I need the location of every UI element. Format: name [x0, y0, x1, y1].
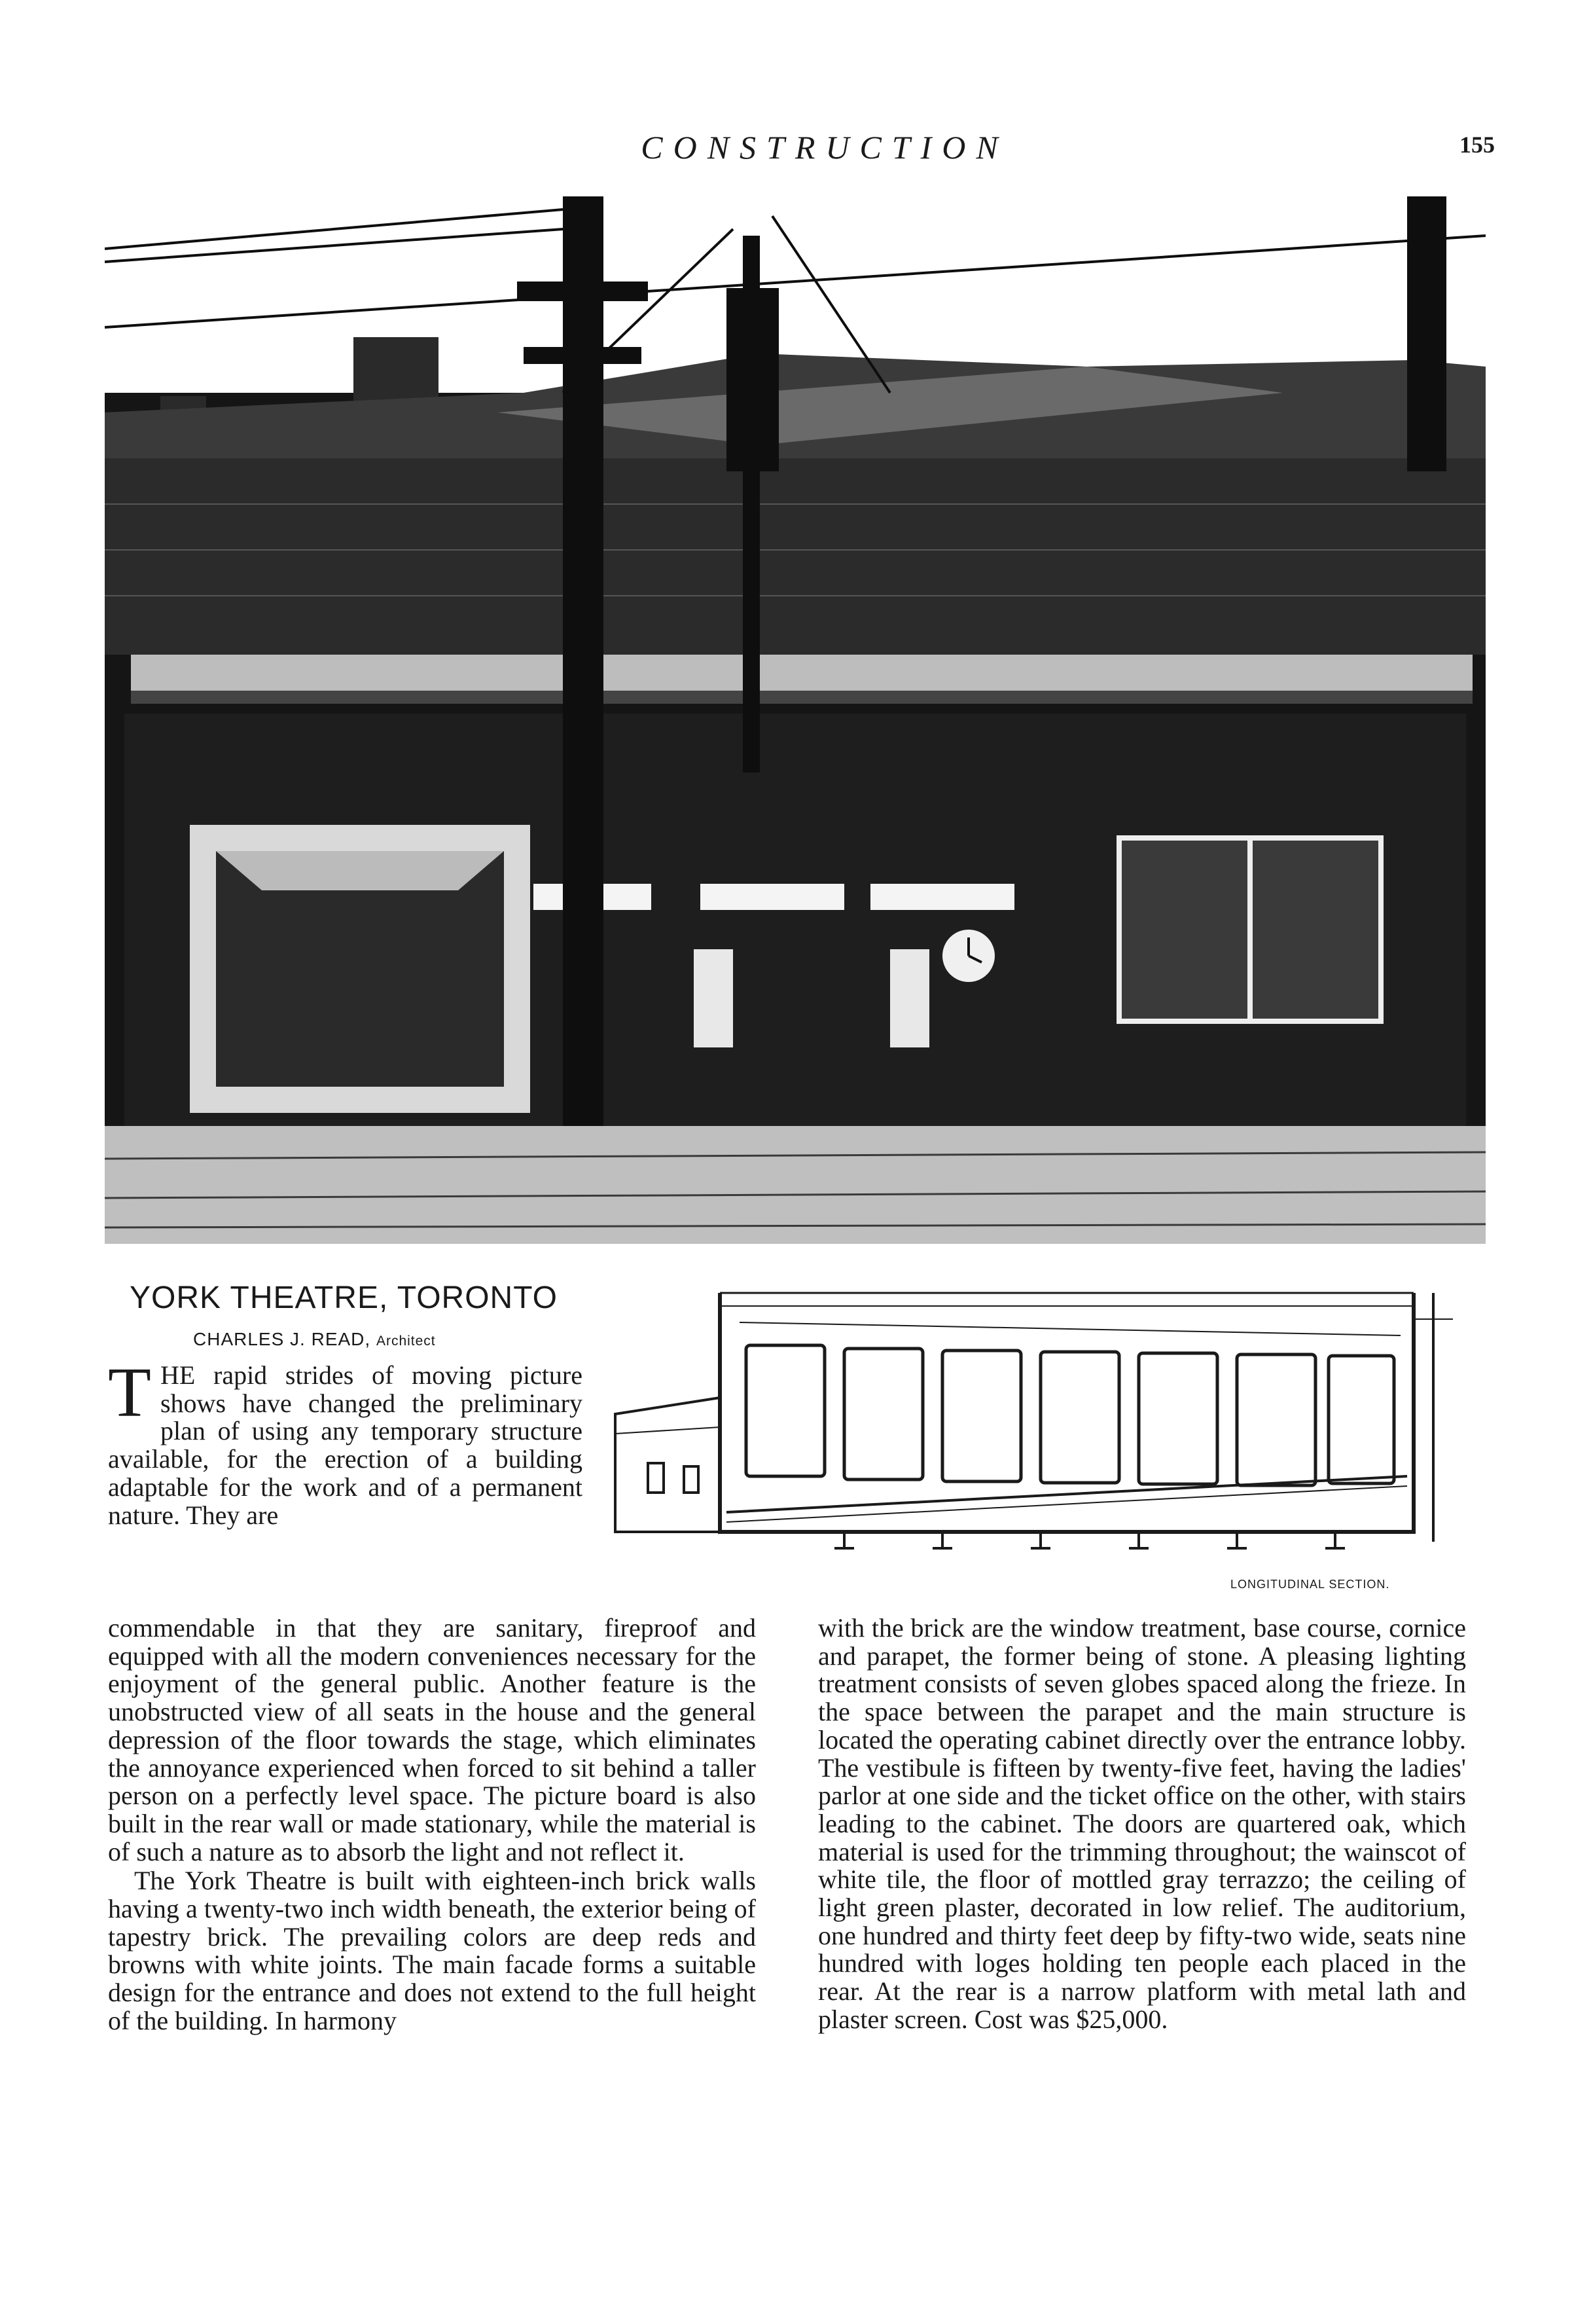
architect-role: Architect: [376, 1334, 436, 1349]
second-paragraph: The York Theatre is built with eighteen-inch brick walls having a twenty-two inch width beneath, the exterior being of tapestry brick. The prevailing colors are deep reds and browns with white joints. The main facade forms a suitable design for the entrance and does not extend to the full height of the building. In harmony: [108, 1866, 756, 2035]
right-column-paragraph: with the brick are the window treatment, base course, cornice and parapet, the former being of stone. A pleasing lighting treatment consists of seven globes spaced along the frieze. In the space between the parapet and the main structure is located the operating cabinet directly over the entrance lobby. The vestibule is fifteen by twenty-five feet, having the ladies' parlor at one side and the ticket office on the other, with stairs leading to the cabinet. The doors are quartered oak, which material is used for the trimming throughout; the wainscot of white tile, the floor of mottled gray terrazzo; the ceiling of light green plaster, decorated in low relief. The auditorium, one hundred and thirty feet deep by fifty-two wide, seats nine hundred with loges holding ten people each placed in the rear. At the rear is a narrow platform with metal lath and plaster screen. Cost was $25,000.: [818, 1613, 1466, 2034]
architect-credit: [193, 1329, 436, 1350]
longitudinal-section-drawing: [602, 1280, 1466, 1568]
lead-paragraph: [108, 1354, 582, 1530]
running-head: CONSTRUCTION: [641, 129, 1009, 166]
theatre-facade-photo: [105, 196, 1486, 1244]
lead-paragraph-continued: commendable in that they are sanitary, fireproof and equipped with all the modern conveniences necessary for the enjoyment of the general public. Another feature is the unobstructed view of all seats in the house and the general depression of the floor towards the stage, which eliminates the annoyance experienced when forced to sit behind a taller person on a perfectly level space. The picture board is also built in the rear wall or made stationary, while the material is of such a nature as to absorb the light and not reflect it.: [108, 1613, 756, 1866]
lead-paragraph-text: HE rapid strides of moving picture shows have changed the preliminary plan of using any temporary structure available, for the erection of a building adaptable for the work and of a permanent nature. They are: [108, 1360, 582, 1530]
right-column-text: [818, 1614, 1466, 2034]
article-title: YORK THEATRE, TORONTO: [130, 1280, 558, 1315]
architect-name: CHARLES J. READ,: [193, 1329, 371, 1349]
section-caption: LONGITUDINAL SECTION.: [1230, 1578, 1390, 1591]
left-column-text: [108, 1614, 756, 2035]
page-number: 155: [1459, 132, 1495, 158]
drop-cap: T: [108, 1354, 151, 1432]
